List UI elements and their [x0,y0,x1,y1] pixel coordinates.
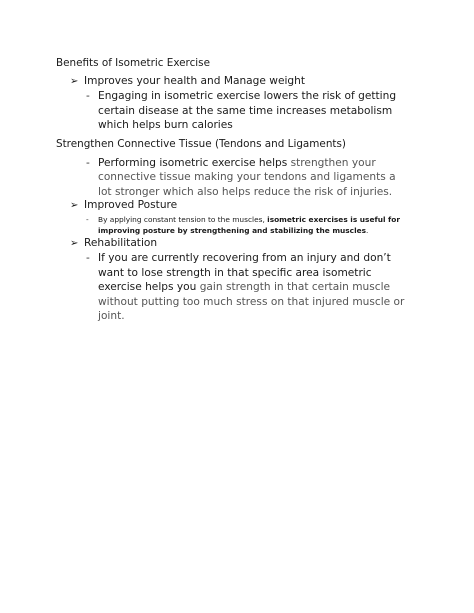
bullet-label: Rehabilitation [84,237,158,249]
bullet-label: Improved Posture [84,199,178,211]
text-gray: gain strength in that certain muscle [196,281,391,293]
text-dark: isometric [322,267,372,279]
arrow-bullet-icon: ➢ [70,76,79,87]
bullet-rehabilitation [70,236,157,251]
text-dark: exercise helps you [98,281,197,293]
arrow-bullet-icon: ➢ [70,200,79,211]
heading-benefits: Benefits of Isometric Exercise [56,57,210,69]
dash-marker: - [86,157,90,169]
paragraph-line [98,214,400,225]
paragraph-line [98,225,368,236]
text-normal: By applying constant tension to the muscles, [98,215,268,224]
paragraph-line [98,280,390,295]
paragraph-line [98,266,372,281]
text-normal: . [366,226,369,235]
paragraph-line [98,156,376,171]
bullet-label: Improves your health and Manage weight [84,75,305,87]
arrow-bullet-icon: ➢ [70,238,79,249]
text-dark: Performing isometric exercise helps [98,157,288,169]
paragraph-line: If you are currently recovering from an injury and don’t [98,252,391,264]
bullet-improved-posture [70,198,177,213]
heading-connective-tissue: Strengthen Connective Tissue (Tendons and Ligaments) [56,138,346,150]
paragraph-line: connective tissue making your tendons and ligaments a [98,171,396,183]
text-bold: isometric exercises is useful for [267,215,400,224]
text-bold: improving posture by strengthening and stabilizing the muscles [98,226,367,235]
dash-marker: - [86,215,89,224]
paragraph-line: without putting too much stress on that injured muscle or [98,296,405,308]
paragraph-line: Engaging in isometric exercise lowers the risk of getting [98,90,397,102]
paragraph-line: certain disease at the same time increases metabolism [98,105,393,117]
paragraph-line: lot stronger which also helps reduce the risk of injuries. [98,186,393,198]
paragraph-line: joint. [98,310,125,322]
paragraph-line: which helps burn calories [98,119,233,131]
dash-marker: - [86,252,90,264]
text-normal: want to lose strength in that specific area [98,267,323,279]
text-gray: strengthen your [287,157,376,169]
dash-marker: - [86,90,90,102]
bullet-improves-health [70,74,305,89]
